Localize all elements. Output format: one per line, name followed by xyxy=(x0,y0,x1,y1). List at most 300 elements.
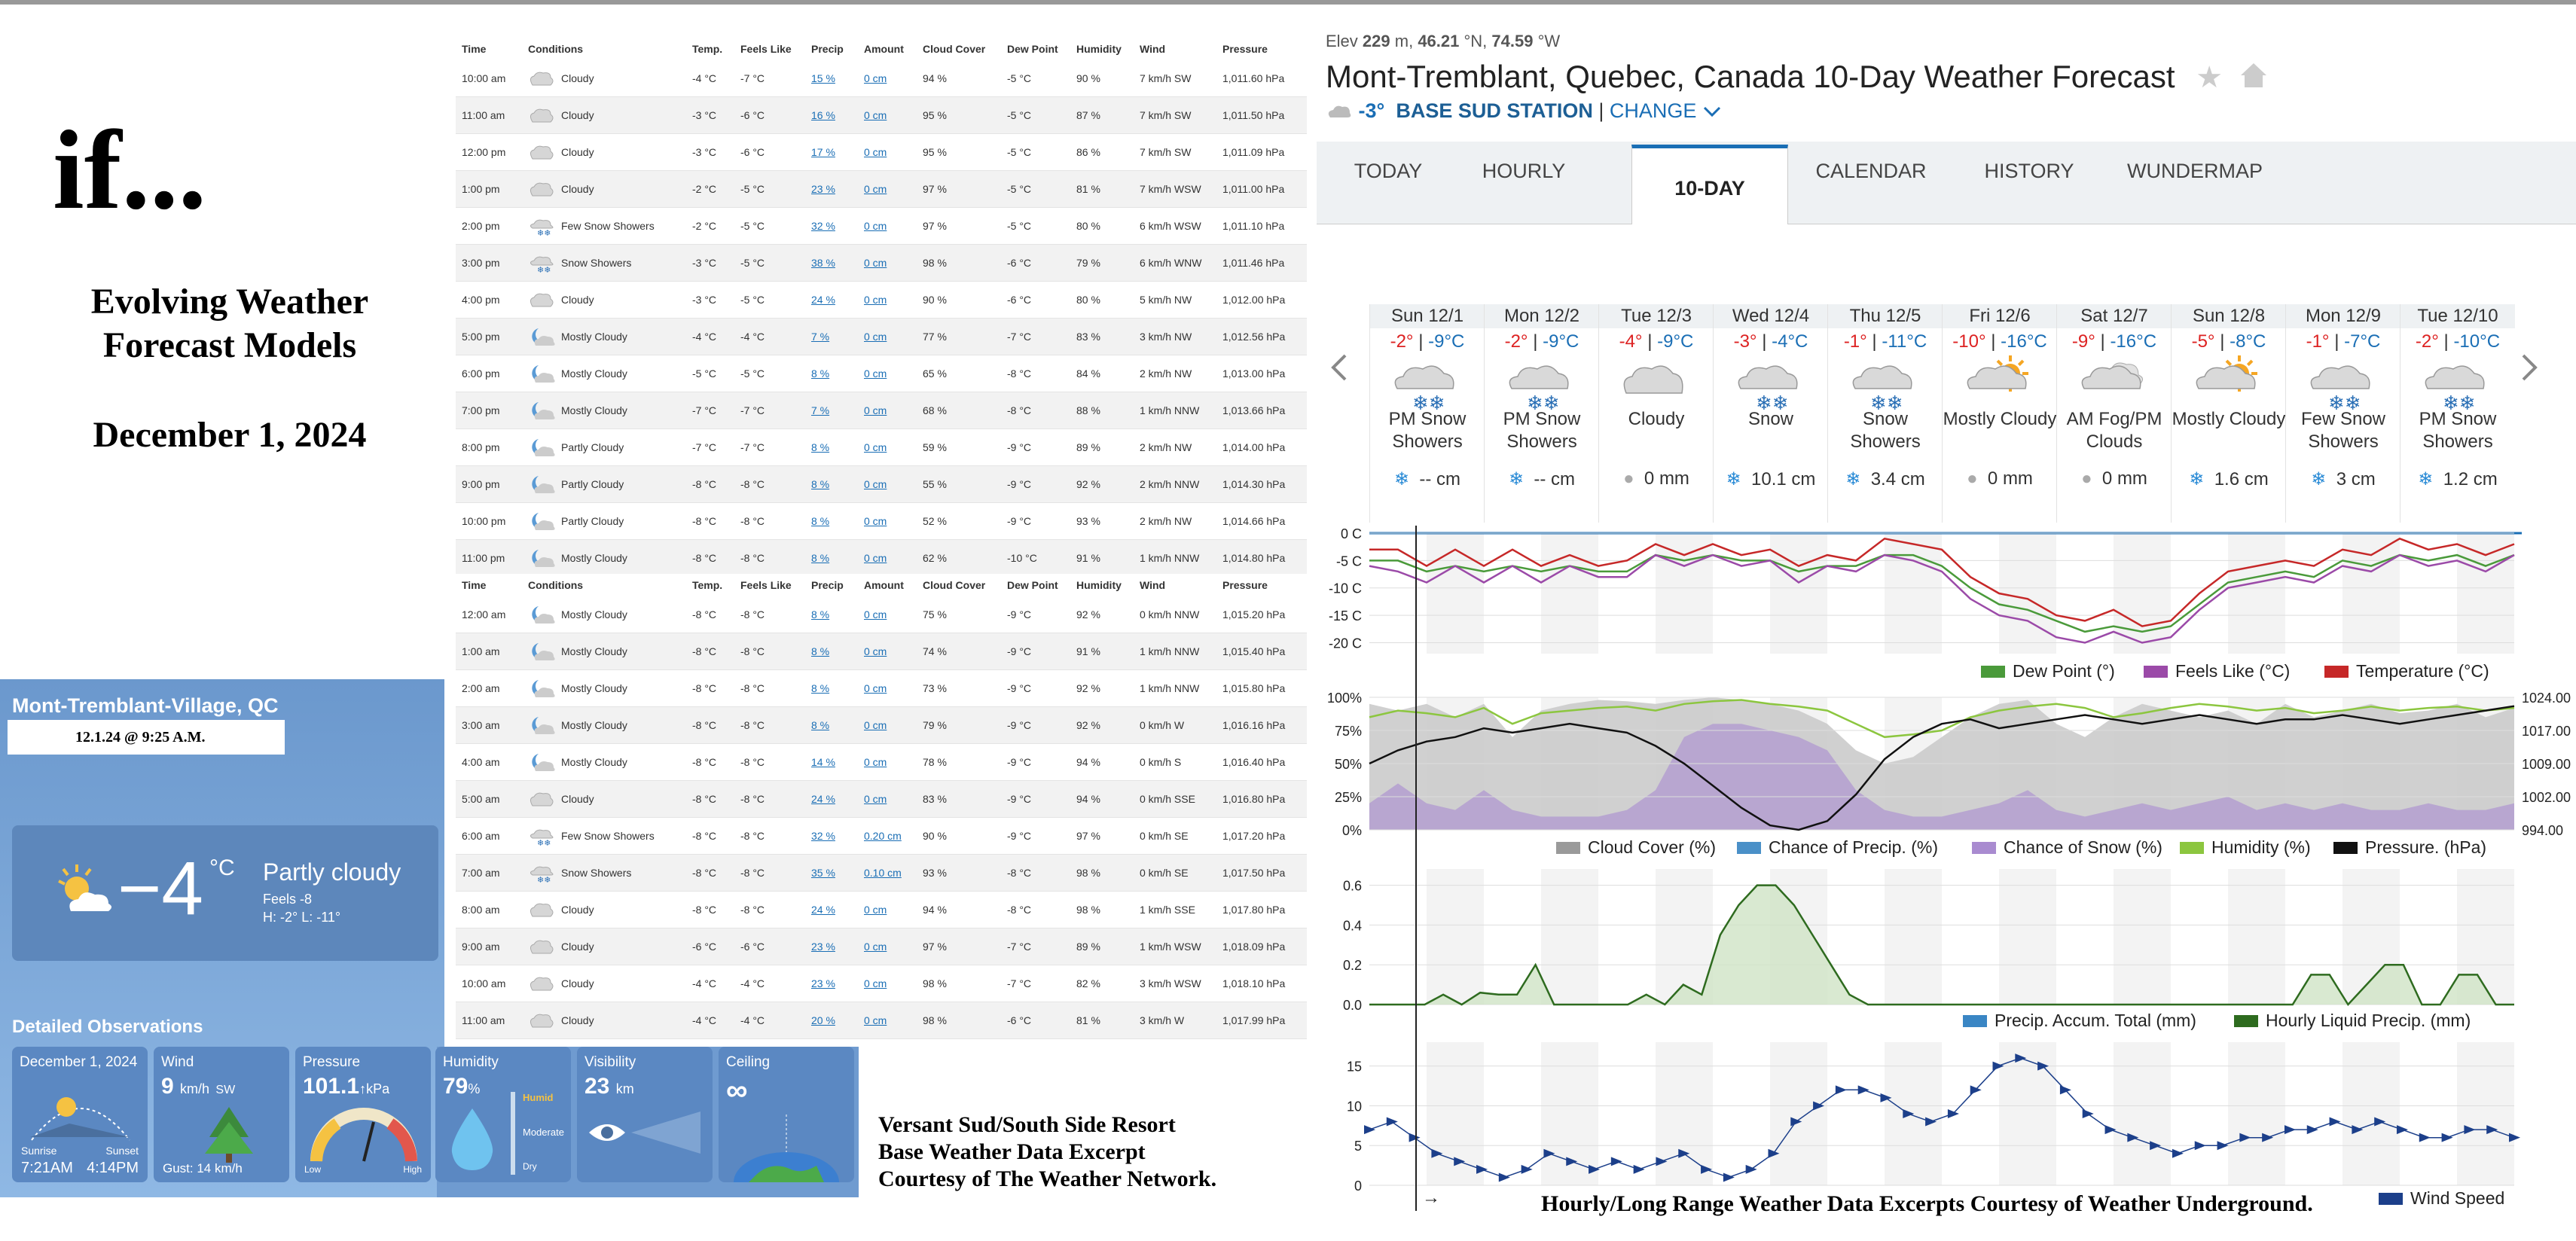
low-temp: -9°C xyxy=(1428,331,1465,352)
condition-text: Cloudy xyxy=(561,72,594,84)
cell-precip[interactable] xyxy=(805,220,858,232)
cell-amount[interactable] xyxy=(858,645,917,657)
condition-text: Snow Showers xyxy=(561,867,632,879)
cell-value: 0 cm xyxy=(864,478,887,490)
cell-value: 7:00 am xyxy=(462,867,500,879)
cell-dew xyxy=(1001,257,1070,269)
wn-location: Mont-Tremblant-Village, QC xyxy=(12,694,279,717)
cell-precip[interactable] xyxy=(805,867,858,879)
cell-value: 3:00 am xyxy=(462,719,500,731)
cell-amount[interactable] xyxy=(858,608,917,620)
tick-label: 1009.00 xyxy=(2522,757,2571,772)
cell-precip[interactable] xyxy=(805,719,858,731)
cell-amount[interactable] xyxy=(858,478,917,490)
cell-amount[interactable] xyxy=(858,719,917,731)
cell-value: 2 km/h NW xyxy=(1140,367,1192,380)
hourly-table-header xyxy=(456,574,1307,596)
cell-cond xyxy=(522,438,686,457)
change-link[interactable]: CHANGE xyxy=(1609,99,1697,122)
cell-amount[interactable] xyxy=(858,72,917,84)
cell-amount[interactable] xyxy=(858,515,917,527)
cell-cond xyxy=(522,752,686,772)
cell-amount[interactable] xyxy=(858,404,917,416)
wind-card[interactable] xyxy=(154,1047,289,1182)
cell-precip[interactable] xyxy=(805,294,858,306)
tick-label: 1017.00 xyxy=(2522,724,2571,739)
moon-cloud-icon xyxy=(528,327,557,346)
cell-amount[interactable] xyxy=(858,830,917,842)
condition-text: Cloudy xyxy=(561,1014,594,1026)
cell-wind xyxy=(1134,331,1216,343)
cell-value: 68 % xyxy=(923,404,947,416)
cell-feels xyxy=(734,294,805,306)
cell-value: 0 cm xyxy=(864,977,887,989)
lon-value: 74.59 xyxy=(1491,32,1534,50)
prev-arrow-icon[interactable] xyxy=(1329,352,1350,383)
cell-dew xyxy=(1001,294,1070,306)
condition-text: Few Snow Showers xyxy=(561,220,655,232)
cell-value: -8 °C xyxy=(1007,367,1032,380)
cell-value: 88 % xyxy=(1076,404,1100,416)
cell-hum xyxy=(1070,441,1134,453)
cell-value: 1 km/h NNW xyxy=(1140,404,1200,416)
cell-cloud xyxy=(917,294,1001,306)
tick-label: -20 C xyxy=(1328,636,1362,651)
raindrop-icon: ● xyxy=(1623,468,1634,489)
cell-cloud xyxy=(917,830,1001,842)
cell-pres xyxy=(1216,608,1307,620)
cell-pres xyxy=(1216,645,1307,657)
cell-amount[interactable] xyxy=(858,977,917,989)
cell-value: -8 °C xyxy=(740,756,765,768)
cell-value: 7:00 pm xyxy=(462,404,500,416)
day-forecast[interactable]: Thu 12/5 -1° | -11°C ❄❄ Snow Showers ❄ 3.4 cm xyxy=(1827,304,1942,523)
tab-10-day[interactable]: 10-DAY xyxy=(1631,145,1788,224)
lat-unit: °N, xyxy=(1459,32,1492,50)
cell-precip[interactable] xyxy=(805,515,858,527)
cell-value: 0 cm xyxy=(864,109,887,121)
title-text: Mont-Tremblant, Quebec, Canada 10-Day Weather Forecast xyxy=(1326,59,2175,94)
tab-wundermap[interactable]: WUNDERMAP xyxy=(2127,160,2263,182)
tab-calendar[interactable]: CALENDAR xyxy=(1815,160,1927,182)
cell-precip[interactable] xyxy=(805,793,858,805)
cell-feels xyxy=(734,1014,805,1026)
cell-temp xyxy=(686,109,734,121)
cell-hum xyxy=(1070,109,1134,121)
condition-text: Cloudy xyxy=(561,109,594,121)
cell-value: -5 °C xyxy=(1007,72,1032,84)
cell-feels xyxy=(734,682,805,694)
col-header-feels: Feels Like xyxy=(740,579,792,591)
home-icon[interactable] xyxy=(2239,62,2268,89)
cell-amount[interactable] xyxy=(858,146,917,158)
cell-precip[interactable] xyxy=(805,72,858,84)
cell-value: 87 % xyxy=(1076,109,1100,121)
snowflake-icon: ❄ xyxy=(2189,469,2205,489)
cell-precip[interactable] xyxy=(805,441,858,453)
legend-label: Chance of Snow (%) xyxy=(2004,837,2162,857)
sun-card[interactable] xyxy=(12,1047,148,1182)
cell-hum xyxy=(1070,515,1134,527)
cell-cond xyxy=(522,142,686,162)
cell-value: 94 % xyxy=(1076,793,1100,805)
card-label: Humidity xyxy=(443,1054,499,1070)
cell-precip[interactable] xyxy=(805,645,858,657)
cell-time xyxy=(456,552,522,564)
col-header-pres: Pressure xyxy=(1222,579,1268,591)
table-row xyxy=(456,171,1307,208)
snow-weather-icon xyxy=(2307,354,2379,414)
snow-weather-icon xyxy=(1391,354,1463,414)
cell-dew xyxy=(1001,367,1070,380)
cell-value: -9 °C xyxy=(1007,441,1032,453)
day-forecast[interactable]: Sun 12/8 -5° | -8°C Mostly Cloudy ❄ 1.6 cm xyxy=(2171,304,2285,523)
cell-value: 93 % xyxy=(923,867,947,879)
low-temp: -16°C xyxy=(2110,331,2157,352)
condition-text: Mostly Cloudy xyxy=(561,682,627,694)
table-row xyxy=(456,965,1307,1002)
tick-label: 50% xyxy=(1334,757,1362,772)
star-icon[interactable]: ★ xyxy=(2196,61,2223,94)
table-row xyxy=(456,355,1307,392)
table-row xyxy=(456,744,1307,781)
cell-cond xyxy=(522,548,686,568)
cell-wind xyxy=(1134,220,1216,232)
cell-value: 75 % xyxy=(923,608,947,620)
legend-label: Pressure. (hPa) xyxy=(2365,837,2487,857)
day-forecast[interactable]: Fri 12/6 -10° | -16°C Mostly Cloudy ● 0 mm xyxy=(1942,304,2056,523)
high-temp: -2° xyxy=(1504,331,1528,352)
cell-precip[interactable] xyxy=(805,257,858,269)
day-label: Tue 12/10 xyxy=(2401,304,2515,328)
cell-time xyxy=(456,682,522,694)
snow-weather-icon xyxy=(1849,354,1921,414)
cell-value: 1,014.80 hPa xyxy=(1222,552,1286,564)
cell-feels xyxy=(734,645,805,657)
cell-cloud xyxy=(917,367,1001,380)
snowflake-icon: ❄ xyxy=(1845,469,1861,489)
cell-cloud xyxy=(917,478,1001,490)
moon-cloud-icon xyxy=(528,642,557,661)
cell-amount[interactable] xyxy=(858,756,917,768)
high-temp: -9° xyxy=(2071,331,2095,352)
wind-gust: Gust: 14 km/h xyxy=(163,1161,243,1175)
tick-label: -5 C xyxy=(1335,553,1362,569)
cell-temp xyxy=(686,645,734,657)
cell-hum xyxy=(1070,72,1134,84)
wind-arrow-icon xyxy=(1499,1172,1510,1182)
table-row xyxy=(456,1002,1307,1039)
day-condition: Cloudy xyxy=(1628,409,1685,429)
cell-precip[interactable] xyxy=(805,367,858,380)
cell-precip[interactable] xyxy=(805,146,858,158)
wind-arrow-icon xyxy=(2330,1118,2341,1127)
cell-cloud xyxy=(917,756,1001,768)
cell-cond xyxy=(522,216,686,236)
cell-value: 2:00 pm xyxy=(462,220,500,232)
day-forecast[interactable]: Sat 12/7 -9° | -16°C AM Fog/PM Clouds ● 0 mm xyxy=(2056,304,2171,523)
table-row xyxy=(456,466,1307,503)
elevation-coords xyxy=(1326,32,1560,51)
table-row xyxy=(456,928,1307,965)
cell-precip[interactable] xyxy=(805,904,858,916)
cell-value: -5 °C xyxy=(1007,109,1032,121)
cell-value: 9:00 pm xyxy=(462,478,500,490)
cell-pres xyxy=(1216,719,1307,731)
svg-text:❄❄: ❄❄ xyxy=(2328,392,2361,414)
cell-value: -5 °C xyxy=(1007,146,1032,158)
cell-temp xyxy=(686,552,734,564)
cell-amount[interactable] xyxy=(858,367,917,380)
cell-precip[interactable] xyxy=(805,109,858,121)
cell-precip[interactable] xyxy=(805,682,858,694)
wind-unit: km/h xyxy=(180,1081,210,1096)
cell-value: -9 °C xyxy=(1007,608,1032,620)
tick-label: 25% xyxy=(1334,790,1362,805)
cell-precip[interactable] xyxy=(805,404,858,416)
cell-pres xyxy=(1216,183,1307,195)
ceiling-value: ∞ xyxy=(726,1074,748,1107)
cell-cond xyxy=(522,900,686,919)
current-condition: Partly cloudy xyxy=(263,858,401,886)
cell-value: 23 % xyxy=(811,977,835,989)
cell-dew xyxy=(1001,756,1070,768)
cell-value: -9 °C xyxy=(1007,830,1032,842)
pressure-value: 101.1 xyxy=(303,1074,360,1099)
cell-temp xyxy=(686,941,734,953)
wind-arrow-icon xyxy=(2217,1141,2229,1150)
cell-value: 1,015.80 hPa xyxy=(1222,682,1286,694)
next-arrow-icon[interactable] xyxy=(2519,352,2540,383)
cell-amount[interactable] xyxy=(858,331,917,343)
cell-value: 0 cm xyxy=(864,515,887,527)
cell-wind xyxy=(1134,1014,1216,1026)
cell-amount[interactable] xyxy=(858,1014,917,1026)
sunrise-label: Sunrise xyxy=(21,1145,57,1157)
condition-text: Cloudy xyxy=(561,904,594,916)
cell-amount[interactable] xyxy=(858,793,917,805)
cell-cond xyxy=(522,474,686,494)
cell-dew xyxy=(1001,645,1070,657)
cell-temp xyxy=(686,977,734,989)
legend-label: Hourly Liquid Precip. (mm) xyxy=(2266,1011,2471,1030)
cell-value: 6:00 pm xyxy=(462,367,500,380)
cell-hum xyxy=(1070,830,1134,842)
cell-value: 0 cm xyxy=(864,220,887,232)
cell-wind xyxy=(1134,793,1216,805)
cell-value: 1 km/h WSW xyxy=(1140,941,1201,953)
cell-amount[interactable] xyxy=(858,867,917,879)
table-row xyxy=(456,282,1307,319)
moon-cloud-icon xyxy=(528,548,557,568)
cell-value: 80 % xyxy=(1076,294,1100,306)
precip-amount: -- cm xyxy=(1419,469,1461,489)
visibility-card[interactable] xyxy=(577,1047,713,1182)
cell-dew xyxy=(1001,146,1070,158)
cell-amount[interactable] xyxy=(858,220,917,232)
day-forecast[interactable]: Tue 12/10 -2° | -10°C ❄❄ PM Snow Showers ❄ 1.2 cm xyxy=(2400,304,2514,523)
card-label: Wind xyxy=(161,1054,194,1070)
cell-cloud xyxy=(917,441,1001,453)
cell-value: 0 km/h S xyxy=(1140,756,1182,768)
cell-hum xyxy=(1070,146,1134,158)
table-row xyxy=(456,540,1307,577)
cell-value: 7 km/h WSW xyxy=(1140,183,1201,195)
day-forecast[interactable]: Wed 12/4 -3° | -4°C ❄❄ Snow ❄ 10.1 cm xyxy=(1713,304,1827,523)
cell-value: 9:00 am xyxy=(462,941,500,953)
cell-value: -8 °C xyxy=(692,608,717,620)
cell-feels xyxy=(734,941,805,953)
raindrop-icon: ● xyxy=(1967,468,1978,489)
cell-value: 86 % xyxy=(1076,146,1100,158)
cell-amount[interactable] xyxy=(858,904,917,916)
cell-amount[interactable] xyxy=(858,257,917,269)
day-forecast[interactable]: Sun 12/1 -2° | -9°C ❄❄ PM Snow Showers ❄ -- cm xyxy=(1369,304,1484,523)
card-label: Visibility xyxy=(584,1054,636,1070)
cell-precip[interactable] xyxy=(805,552,858,564)
tab-today[interactable]: TODAY xyxy=(1354,160,1423,182)
cell-amount[interactable] xyxy=(858,682,917,694)
cell-value: -8 °C xyxy=(692,904,717,916)
day-forecast[interactable]: Mon 12/9 -1° | -7°C ❄❄ Few Snow Showers ❄ 3 cm xyxy=(2285,304,2400,523)
cell-amount[interactable] xyxy=(858,109,917,121)
humid-label: Humid xyxy=(523,1092,554,1103)
cell-precip[interactable] xyxy=(805,608,858,620)
caption-line-3: Courtesy of The Weather Network. xyxy=(878,1166,1217,1191)
cell-time xyxy=(456,977,522,989)
high-temp: -3° xyxy=(1733,331,1757,352)
cell-value: 1,017.80 hPa xyxy=(1222,904,1286,916)
cell-wind xyxy=(1134,645,1216,657)
svg-text:❄❄: ❄❄ xyxy=(1756,392,1789,414)
cell-time xyxy=(456,220,522,232)
cell-precip[interactable] xyxy=(805,830,858,842)
cell-precip[interactable] xyxy=(805,183,858,195)
cell-cond xyxy=(522,179,686,199)
sun-arc-icon xyxy=(24,1084,137,1145)
cell-amount[interactable] xyxy=(858,941,917,953)
cell-value: 98 % xyxy=(923,977,947,989)
cell-precip[interactable] xyxy=(805,331,858,343)
cell-value: -5 °C xyxy=(692,367,717,380)
moon-cloud-icon xyxy=(528,605,557,624)
cell-value: -5 °C xyxy=(740,220,765,232)
cell-value: 1,015.40 hPa xyxy=(1222,645,1286,657)
cell-value: -9 °C xyxy=(1007,719,1032,731)
cell-value: 1,011.00 hPa xyxy=(1222,183,1285,195)
cell-precip[interactable] xyxy=(805,478,858,490)
cell-amount[interactable] xyxy=(858,552,917,564)
cell-amount[interactable] xyxy=(858,441,917,453)
cell-value: 84 % xyxy=(1076,367,1100,380)
cell-value: -5 °C xyxy=(740,367,765,380)
cell-value: 89 % xyxy=(1076,941,1100,953)
col-header-cloud: Cloud Cover xyxy=(923,43,986,55)
cell-value: -8 °C xyxy=(692,867,717,879)
cell-time xyxy=(456,515,522,527)
sun-weather-icon xyxy=(1964,354,2036,414)
cell-value: 0 km/h SE xyxy=(1140,830,1189,842)
cell-precip[interactable] xyxy=(805,977,858,989)
cell-value: 0.20 cm xyxy=(864,830,902,842)
day-forecast[interactable]: Mon 12/2 -2° | -9°C ❄❄ PM Snow Showers ❄ -- cm xyxy=(1484,304,1598,523)
cell-value: 62 % xyxy=(923,552,947,564)
cell-value: 10:00 pm xyxy=(462,515,506,527)
cell-precip[interactable] xyxy=(805,1014,858,1026)
cell-dew xyxy=(1001,719,1070,731)
cell-time xyxy=(456,331,522,343)
cell-feels xyxy=(734,220,805,232)
tick-label: 0.2 xyxy=(1342,958,1362,974)
cell-cond xyxy=(522,974,686,993)
cell-value: 8 % xyxy=(811,478,830,490)
day-label: Fri 12/6 xyxy=(1943,304,2057,328)
cell-time xyxy=(456,183,522,195)
tab-history[interactable]: HISTORY xyxy=(1984,160,2074,182)
cell-value: 97 % xyxy=(923,941,947,953)
svg-text:❄❄: ❄❄ xyxy=(537,876,551,883)
col-header-time: Time xyxy=(462,43,487,55)
day-forecast[interactable]: Tue 12/3 -4° | -9°C Cloudy ● 0 mm xyxy=(1598,304,1713,523)
snow-cloud-icon xyxy=(528,253,557,273)
col-header-hum: Humidity xyxy=(1076,579,1122,591)
cell-value: -9 °C xyxy=(1007,793,1032,805)
tick-label: 0% xyxy=(1341,823,1362,838)
precip-amount: -- cm xyxy=(1534,469,1576,489)
legend-label: Temperature (°C) xyxy=(2356,661,2489,681)
cell-amount[interactable] xyxy=(858,183,917,195)
cell-value: -4 °C xyxy=(692,1014,717,1026)
cell-pres xyxy=(1216,72,1307,84)
chevron-down-icon[interactable] xyxy=(1702,105,1722,117)
cell-value: 0 cm xyxy=(864,608,887,620)
humidity-card[interactable] xyxy=(435,1047,571,1182)
cell-hum xyxy=(1070,404,1134,416)
condition-text: Mostly Cloudy xyxy=(561,608,627,620)
detailed-observations-title: Detailed Observations xyxy=(12,1017,203,1037)
cell-value: 73 % xyxy=(923,682,947,694)
cell-hum xyxy=(1070,257,1134,269)
cell-value: 0 cm xyxy=(864,441,887,453)
cell-value: 1,014.66 hPa xyxy=(1222,515,1286,527)
cell-value: -9 °C xyxy=(1007,756,1032,768)
ceiling-card[interactable] xyxy=(719,1047,854,1182)
cell-dew xyxy=(1001,608,1070,620)
tab-hourly[interactable]: HOURLY xyxy=(1482,160,1566,182)
station-name[interactable]: BASE SUD STATION xyxy=(1396,99,1593,122)
cell-value: 3:00 pm xyxy=(462,257,500,269)
condition-text: Partly Cloudy xyxy=(561,441,624,453)
cell-value: 0 cm xyxy=(864,183,887,195)
station-selector xyxy=(1326,99,1722,123)
high-temp: -1° xyxy=(2306,331,2330,352)
cell-hum xyxy=(1070,294,1134,306)
cell-amount[interactable] xyxy=(858,294,917,306)
cell-wind xyxy=(1134,608,1216,620)
legend-swatch xyxy=(1737,842,1761,854)
cell-value: 97 % xyxy=(923,183,947,195)
cell-precip[interactable] xyxy=(805,941,858,953)
legend-swatch xyxy=(2234,1015,2258,1027)
cell-value: 52 % xyxy=(923,515,947,527)
cell-precip[interactable] xyxy=(805,756,858,768)
visibility-unit: km xyxy=(615,1081,634,1096)
cell-feels xyxy=(734,719,805,731)
pressure-card[interactable] xyxy=(295,1047,431,1182)
cell-hum xyxy=(1070,904,1134,916)
humidity-value: 79 xyxy=(443,1074,469,1099)
day-condition: Mostly Cloudy xyxy=(2172,409,2286,429)
